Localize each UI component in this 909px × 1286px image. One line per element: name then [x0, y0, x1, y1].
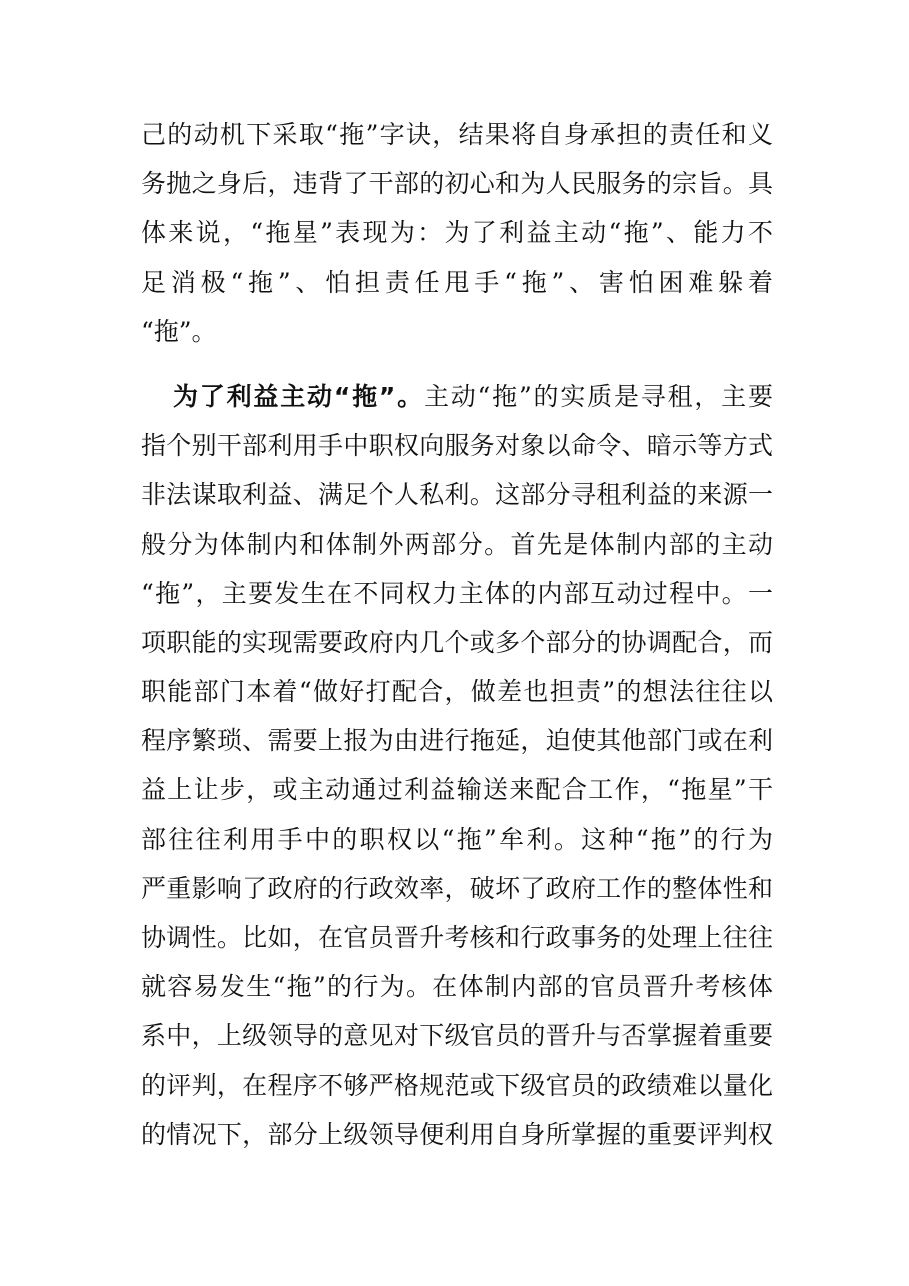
paragraph-line-rest: 主动“拖”的实质是寻租，主要 [423, 381, 773, 411]
paragraph-line: 非法谋取利益、满足个人私利。这部分寻租利益的来源一 [141, 480, 773, 510]
paragraph-1 [141, 110, 773, 356]
paragraph-line: 体来说，“拖星”表现为：为了利益主动“拖”、能力不 [141, 218, 773, 248]
paragraph-line: 协调性。比如，在官员晋升考核和行政事务的处理上往往 [141, 923, 773, 952]
paragraph-line: “拖”。 [141, 316, 217, 346]
paragraph-line: 般分为体制内和体制外两部分。首先是体制内部的主动 [141, 529, 773, 559]
paragraph-spacer [141, 356, 773, 372]
paragraph-line: “拖”，主要发生在不同权力主体的内部互动过程中。一 [141, 578, 773, 608]
paragraph-line: 就容易发生“拖”的行为。在体制内部的官员晋升考核体 [141, 972, 773, 1002]
paragraph-line: 己的动机下采取“拖”字诀，结果将自身承担的责任和义 [141, 120, 773, 149]
paragraph-line: 系中，上级领导的意见对下级官员的晋升与否掌握着重要 [141, 1021, 773, 1051]
paragraph-line: 足消极“拖”、怕担责任甩手“拖”、害怕困难躲着 [141, 267, 773, 297]
paragraph-first-line [141, 372, 773, 421]
section-heading: 为了利益主动“拖”。 [173, 381, 424, 411]
paragraph-line: 部往往利用手中的职权以“拖”牟利。这种“拖”的行为 [141, 824, 773, 854]
paragraph-line: 的情况下，部分上级领导便利用自身所掌握的重要评判权 [141, 1119, 773, 1149]
document-body [141, 110, 773, 1159]
paragraph-line: 严重影响了政府的行政效率，破坏了政府工作的整体性和 [141, 873, 773, 903]
paragraph-2 [141, 372, 773, 1159]
paragraph-line: 项职能的实现需要政府内几个或多个部分的协调配合，而 [141, 627, 773, 657]
paragraph-line: 务抛之身后，违背了干部的初心和为人民服务的宗旨。具 [141, 169, 773, 199]
paragraph-line: 的评判，在程序不够严格规范或下级官员的政绩难以量化 [141, 1070, 773, 1100]
paragraph-line: 职能部门本着“做好打配合，做差也担责”的想法往往以 [141, 677, 773, 707]
paragraph-line: 指个别干部利用手中职权向服务对象以命令、暗示等方式 [141, 431, 773, 461]
paragraph-line: 益上让步，或主动通过利益输送来配合工作，“拖星”干 [141, 775, 773, 805]
paragraph-line: 程序繁琐、需要上报为由进行拖延，迫使其他部门或在利 [141, 726, 773, 756]
